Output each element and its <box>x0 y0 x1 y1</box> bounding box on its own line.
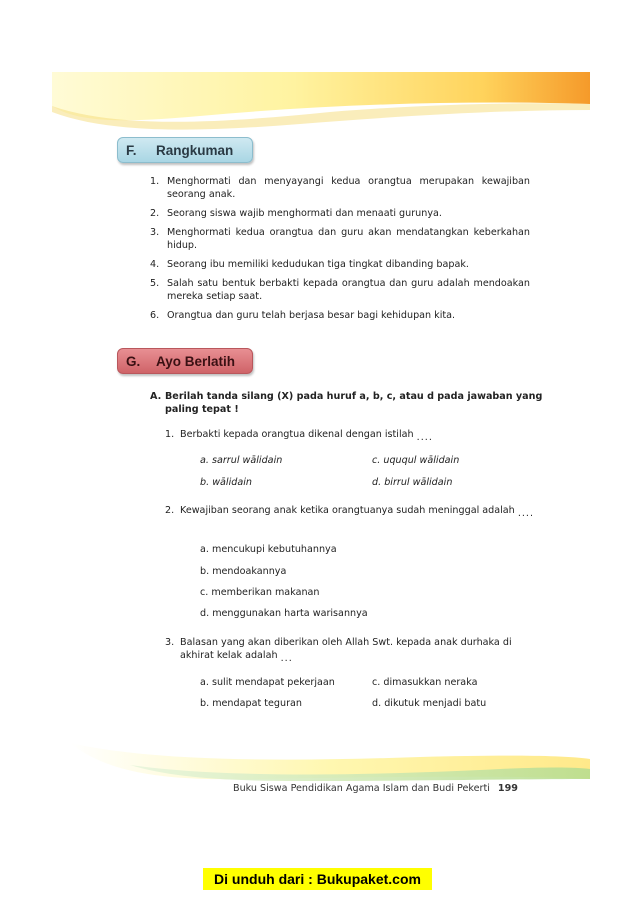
list-item: 2. Seorang siswa wajib menghormati dan menaati gurunya. <box>150 208 442 219</box>
question-1-option-b[interactable]: b. wālidain <box>200 477 252 488</box>
question-1: 1. Berbakti kepada orangtua dikenal dengan istilah .... <box>165 429 433 443</box>
question-2: 2. Kewajiban seorang anak ketika orangtuanya sudah meninggal adalah .... <box>165 505 535 519</box>
question-1-option-d[interactable]: d. birrul wālidain <box>372 477 453 488</box>
page-number: 199 <box>497 783 518 794</box>
list-item: 4. Seorang ibu memiliki kedudukan tiga tingkat dibanding bapak. <box>150 259 469 270</box>
exercise-instruction: A. Berilah tanda silang (X) pada huruf a, b, c, atau d pada jawaban yang paling tepat ! <box>150 391 543 415</box>
question-3-option-b[interactable]: b. mendapat teguran <box>200 698 303 709</box>
question-2-option-c[interactable]: c. memberikan makanan <box>200 587 320 598</box>
summary-list <box>150 175 530 328</box>
section-g-letter: G. <box>126 353 141 369</box>
bottom-wave-decoration <box>0 735 638 805</box>
question-1-option-c[interactable]: c. uququl wālidain <box>372 455 460 466</box>
list-item: 3. Menghormati kedua orangtua dan guru akan mendatangkan keberkahan hidup. <box>150 227 530 251</box>
download-source-banner: Di unduh dari : Bukupaket.com <box>203 868 432 890</box>
question-3-option-d[interactable]: d. dikutuk menjadi batu <box>372 698 487 709</box>
footer-book-title: Buku Siswa Pendidikan Agama Islam dan Budi Pekerti <box>233 783 490 794</box>
question-2-option-a[interactable]: a. mencukupi kebutuhannya <box>200 544 337 555</box>
question-3-option-c[interactable]: c. dimasukkan neraka <box>372 677 478 688</box>
section-f-header <box>117 137 253 163</box>
section-f-letter: F. <box>126 142 137 158</box>
section-g-title: Ayo Berlatih <box>156 353 236 369</box>
list-item: 5. Salah satu bentuk berbakti kepada orangtua dan guru adalah mendoakan mereka setiap saat. <box>150 278 530 302</box>
list-item: 6. Orangtua dan guru telah berjasa besar bagi kehidupan kita. <box>150 310 456 321</box>
question-3-option-a[interactable]: a. sulit mendapat pekerjaan <box>200 677 335 688</box>
question-2-option-b[interactable]: b. mendoakannya <box>200 566 287 577</box>
list-item: 1. Menghormati dan menyayangi kedua orangtua merupakan kewajiban seorang anak. <box>150 176 530 200</box>
question-3: 3. Balasan yang akan diberikan oleh Allah Swt. kepada anak durhaka di akhirat kelak adalah ... <box>165 637 512 664</box>
question-1-option-a[interactable]: a. sarrul wālidain <box>200 455 283 466</box>
page-footer <box>233 783 518 794</box>
section-f-title: Rangkuman <box>156 142 234 158</box>
top-wave-decoration <box>0 60 638 140</box>
question-2-option-d[interactable]: d. menggunakan harta warisannya <box>200 608 368 619</box>
section-g-header <box>117 348 253 374</box>
